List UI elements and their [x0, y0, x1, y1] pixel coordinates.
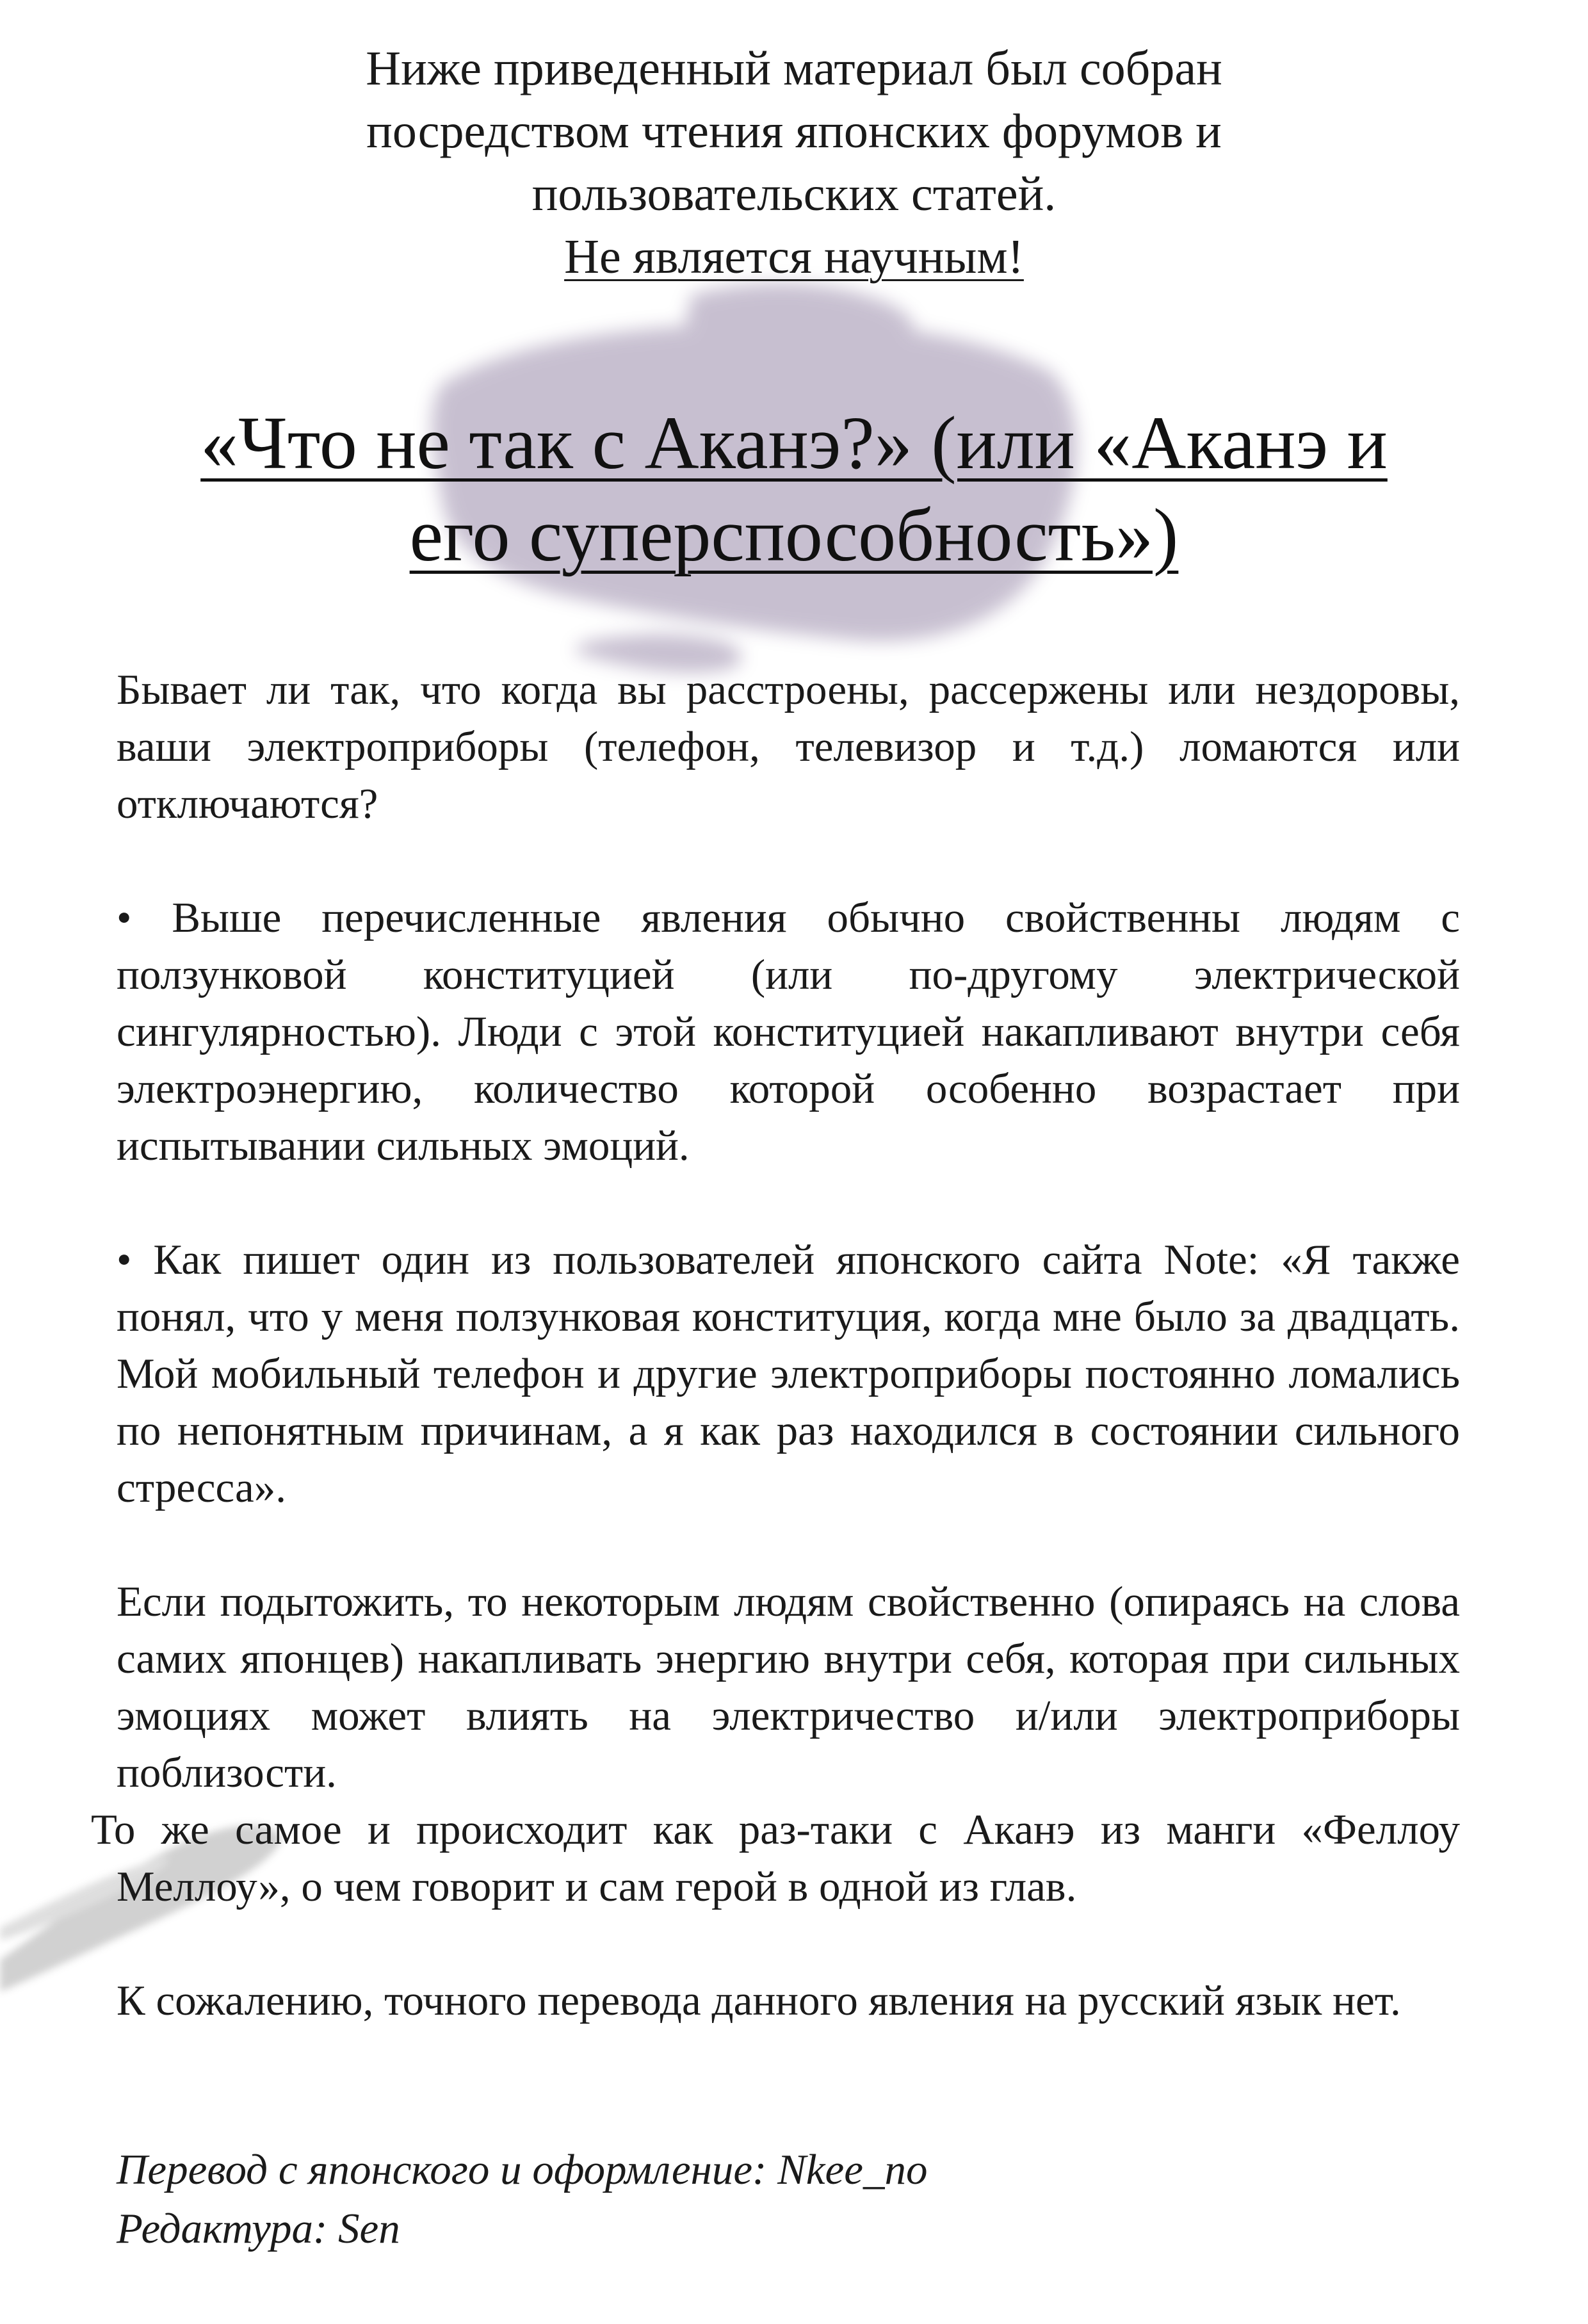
intro-block — [218, 37, 1370, 288]
title-line-1: «Что не так с Аканэ?» (или «Аканэ и — [200, 401, 1388, 485]
paragraph: • Как пишет один из пользователей японского сайта Note: «Я также понял, что у меня ползунковая конституция, когда мне было за двадцать. Мой мобильный телефон и другие электроприборы постоянно ломались по непонятным причинам, а я как раз находился в состоянии сильного стресса». — [117, 1236, 1460, 1511]
paragraph: То же самое и происходит как раз-таки с Аканэ из манги «Феллоу Меллоу», о чем говорит и сам герой в одной из глав. — [91, 1806, 1460, 1910]
intro-line: посредством чтения японских форумов и — [366, 104, 1222, 158]
disclaimer-text: Не является научным! — [564, 230, 1024, 284]
paragraph: К сожалению, точного перевода данного явления на русский язык нет. — [117, 1977, 1401, 2024]
title-line-2: его суперспособность») — [409, 493, 1179, 577]
paragraph: Бывает ли так, что когда вы расстроены, рассержены или нездоровы, ваши электроприборы (телефон, телевизор и т.д.) ломаются или отключаются? — [117, 666, 1460, 827]
intro-line: Ниже приведенный материал был собран — [366, 42, 1222, 95]
paragraph: Если подытожить, то некоторым людям свойственно (опираясь на слова самих японцев) накапливать энергию внутри себя, которая при сильных эмоциях может влиять на электричество и/или электроприборы поблизости. — [117, 1578, 1460, 1796]
paragraph: • Выше перечисленные явления обычно свойственны людям с ползунковой конституцией (или по-другому электрической сингулярностью). Люди с этой конституцией накапливают внутри себя электроэнергию, количество которой особенно возрастает при испытывании сильных эмоций. — [117, 894, 1460, 1169]
page-title — [64, 397, 1524, 581]
editor-credit: Редактура: Sen — [117, 2205, 400, 2252]
body-text — [91, 662, 1460, 2086]
credits — [117, 2140, 1460, 2258]
translation-credit: Перевод с японского и оформление: Nkee_no — [117, 2146, 928, 2193]
intro-line: пользовательских статей. — [531, 167, 1057, 221]
